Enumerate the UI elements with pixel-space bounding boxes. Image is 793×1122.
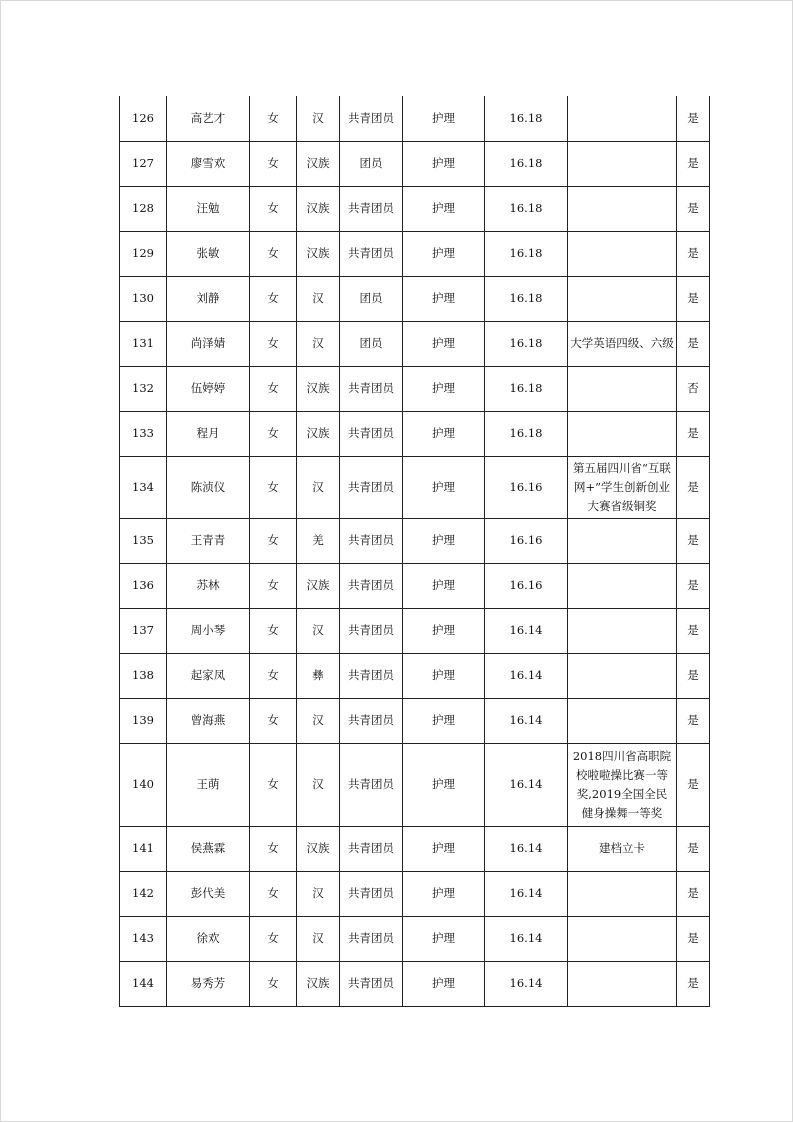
cell-score: 16.18	[485, 231, 568, 276]
cell-major: 护理	[403, 916, 485, 961]
cell-political-status: 共青团员	[340, 231, 403, 276]
cell-major: 护理	[403, 961, 485, 1006]
cell-score: 16.14	[485, 871, 568, 916]
cell-political-status: 共青团员	[340, 366, 403, 411]
cell-score: 16.16	[485, 563, 568, 608]
cell-gender: 女	[250, 456, 297, 518]
cell-gender: 女	[250, 961, 297, 1006]
cell-number: 130	[120, 276, 167, 321]
cell-result: 是	[677, 141, 710, 186]
cell-number: 132	[120, 366, 167, 411]
cell-remarks	[568, 456, 677, 518]
cell-major: 护理	[403, 826, 485, 871]
cell-score: 16.14	[485, 826, 568, 871]
cell-ethnicity: 汉族	[297, 231, 340, 276]
cell-number: 139	[120, 698, 167, 743]
cell-result: 是	[677, 96, 710, 141]
cell-gender: 女	[250, 96, 297, 141]
cell-political-status: 共青团员	[340, 456, 403, 518]
cell-ethnicity: 汉	[297, 276, 340, 321]
cell-score: 16.16	[485, 456, 568, 518]
table-row	[120, 141, 710, 186]
cell-major: 护理	[403, 743, 485, 826]
table-row	[120, 608, 710, 653]
cell-political-status: 共青团员	[340, 871, 403, 916]
table-row	[120, 871, 710, 916]
cell-gender: 女	[250, 916, 297, 961]
table-row	[120, 518, 710, 563]
cell-name: 苏林	[167, 563, 250, 608]
cell-gender: 女	[250, 186, 297, 231]
cell-major: 护理	[403, 96, 485, 141]
cell-score: 16.14	[485, 916, 568, 961]
cell-score: 16.14	[485, 653, 568, 698]
table-row	[120, 456, 710, 518]
cell-political-status: 共青团员	[340, 961, 403, 1006]
cell-score: 16.18	[485, 186, 568, 231]
cell-score: 16.14	[485, 743, 568, 826]
cell-remarks	[568, 826, 677, 871]
cell-number: 131	[120, 321, 167, 366]
cell-result: 是	[677, 826, 710, 871]
cell-major: 护理	[403, 366, 485, 411]
cell-result: 是	[677, 456, 710, 518]
table-row	[120, 231, 710, 276]
cell-gender: 女	[250, 608, 297, 653]
cell-ethnicity: 汉	[297, 743, 340, 826]
cell-major: 护理	[403, 411, 485, 456]
table-row	[120, 743, 710, 826]
cell-remarks	[568, 653, 677, 698]
cell-major: 护理	[403, 518, 485, 563]
table-row	[120, 96, 710, 141]
cell-political-status: 团员	[340, 321, 403, 366]
cell-political-status: 共青团员	[340, 186, 403, 231]
cell-number: 138	[120, 653, 167, 698]
cell-result: 是	[677, 276, 710, 321]
cell-score: 16.18	[485, 276, 568, 321]
cell-gender: 女	[250, 743, 297, 826]
cell-result: 是	[677, 698, 710, 743]
cell-remarks	[568, 366, 677, 411]
cell-gender: 女	[250, 321, 297, 366]
cell-name: 彭代美	[167, 871, 250, 916]
cell-ethnicity: 汉	[297, 96, 340, 141]
cell-remarks	[568, 231, 677, 276]
cell-political-status: 共青团员	[340, 698, 403, 743]
cell-remarks	[568, 186, 677, 231]
cell-name: 廖雪欢	[167, 141, 250, 186]
cell-remarks	[568, 916, 677, 961]
cell-name: 刘静	[167, 276, 250, 321]
cell-name: 周小琴	[167, 608, 250, 653]
cell-number: 133	[120, 411, 167, 456]
cell-gender: 女	[250, 518, 297, 563]
cell-score: 16.18	[485, 321, 568, 366]
cell-score: 16.14	[485, 961, 568, 1006]
cell-ethnicity: 汉	[297, 871, 340, 916]
cell-name: 起家凤	[167, 653, 250, 698]
cell-remarks	[568, 961, 677, 1006]
cell-name: 曾海燕	[167, 698, 250, 743]
cell-remarks	[568, 321, 677, 366]
remarks-text: 大学英语四级、六级	[570, 336, 674, 350]
cell-name: 王萌	[167, 743, 250, 826]
cell-number: 142	[120, 871, 167, 916]
cell-result: 是	[677, 743, 710, 826]
cell-ethnicity: 汉	[297, 698, 340, 743]
cell-result: 是	[677, 411, 710, 456]
cell-name: 王青青	[167, 518, 250, 563]
table-row	[120, 411, 710, 456]
cell-major: 护理	[403, 321, 485, 366]
cell-political-status: 团员	[340, 276, 403, 321]
cell-name: 伍婷婷	[167, 366, 250, 411]
cell-number: 135	[120, 518, 167, 563]
cell-gender: 女	[250, 366, 297, 411]
cell-political-status: 共青团员	[340, 518, 403, 563]
cell-name: 程月	[167, 411, 250, 456]
cell-result: 是	[677, 321, 710, 366]
table-row	[120, 366, 710, 411]
cell-score: 16.16	[485, 518, 568, 563]
cell-score: 16.18	[485, 366, 568, 411]
cell-remarks	[568, 518, 677, 563]
cell-major: 护理	[403, 871, 485, 916]
cell-ethnicity: 汉族	[297, 141, 340, 186]
roster-body	[120, 96, 710, 1006]
cell-political-status: 团员	[340, 141, 403, 186]
cell-number: 127	[120, 141, 167, 186]
cell-major: 护理	[403, 653, 485, 698]
cell-major: 护理	[403, 186, 485, 231]
table-row	[120, 826, 710, 871]
cell-result: 是	[677, 871, 710, 916]
cell-name: 高艺才	[167, 96, 250, 141]
cell-major: 护理	[403, 698, 485, 743]
cell-gender: 女	[250, 563, 297, 608]
cell-score: 16.14	[485, 608, 568, 653]
cell-major: 护理	[403, 608, 485, 653]
table-row	[120, 186, 710, 231]
cell-ethnicity: 汉族	[297, 411, 340, 456]
cell-name: 尚泽婧	[167, 321, 250, 366]
cell-name: 侯燕霖	[167, 826, 250, 871]
table-row	[120, 698, 710, 743]
cell-major: 护理	[403, 141, 485, 186]
cell-score: 16.18	[485, 96, 568, 141]
cell-remarks	[568, 563, 677, 608]
cell-gender: 女	[250, 698, 297, 743]
cell-major: 护理	[403, 231, 485, 276]
table-row	[120, 916, 710, 961]
cell-number: 128	[120, 186, 167, 231]
cell-major: 护理	[403, 276, 485, 321]
table-row	[120, 653, 710, 698]
table-row	[120, 276, 710, 321]
cell-result: 是	[677, 186, 710, 231]
cell-political-status: 共青团员	[340, 563, 403, 608]
cell-remarks	[568, 96, 677, 141]
cell-political-status: 共青团员	[340, 96, 403, 141]
cell-name: 陈浈仪	[167, 456, 250, 518]
cell-gender: 女	[250, 141, 297, 186]
remarks-text: 2018四川省高职院校啦啦操比赛一等奖,2019全国全民健身操舞一等奖	[572, 748, 672, 820]
cell-remarks	[568, 141, 677, 186]
cell-ethnicity: 汉	[297, 321, 340, 366]
cell-ethnicity: 汉	[297, 916, 340, 961]
table-row	[120, 563, 710, 608]
cell-result: 否	[677, 366, 710, 411]
cell-number: 141	[120, 826, 167, 871]
cell-result: 是	[677, 231, 710, 276]
cell-gender: 女	[250, 871, 297, 916]
cell-number: 137	[120, 608, 167, 653]
cell-ethnicity: 汉族	[297, 186, 340, 231]
cell-score: 16.14	[485, 698, 568, 743]
cell-ethnicity: 汉族	[297, 366, 340, 411]
cell-number: 134	[120, 456, 167, 518]
cell-name: 易秀芳	[167, 961, 250, 1006]
cell-remarks	[568, 743, 677, 826]
cell-ethnicity: 汉	[297, 608, 340, 653]
cell-result: 是	[677, 916, 710, 961]
cell-score: 16.18	[485, 141, 568, 186]
table-row	[120, 321, 710, 366]
cell-major: 护理	[403, 563, 485, 608]
cell-gender: 女	[250, 653, 297, 698]
cell-result: 是	[677, 653, 710, 698]
cell-number: 144	[120, 961, 167, 1006]
remarks-text: 第五届四川省“互联网+”学生创新创业大赛省级铜奖	[573, 460, 671, 513]
cell-political-status: 共青团员	[340, 916, 403, 961]
cell-name: 汪勉	[167, 186, 250, 231]
cell-remarks	[568, 276, 677, 321]
cell-name: 徐欢	[167, 916, 250, 961]
cell-result: 是	[677, 563, 710, 608]
cell-ethnicity: 汉族	[297, 961, 340, 1006]
cell-number: 140	[120, 743, 167, 826]
remarks-text: 建档立卡	[599, 841, 645, 855]
cell-number: 126	[120, 96, 167, 141]
cell-ethnicity: 彝	[297, 653, 340, 698]
cell-remarks	[568, 871, 677, 916]
cell-gender: 女	[250, 826, 297, 871]
cell-score: 16.18	[485, 411, 568, 456]
cell-ethnicity: 汉族	[297, 826, 340, 871]
student-roster-table	[119, 96, 710, 1007]
cell-gender: 女	[250, 411, 297, 456]
cell-gender: 女	[250, 231, 297, 276]
cell-political-status: 共青团员	[340, 411, 403, 456]
cell-result: 是	[677, 608, 710, 653]
cell-political-status: 共青团员	[340, 826, 403, 871]
cell-ethnicity: 汉族	[297, 563, 340, 608]
cell-number: 136	[120, 563, 167, 608]
cell-remarks	[568, 698, 677, 743]
cell-result: 是	[677, 518, 710, 563]
cell-gender: 女	[250, 276, 297, 321]
cell-major: 护理	[403, 456, 485, 518]
cell-number: 143	[120, 916, 167, 961]
cell-result: 是	[677, 961, 710, 1006]
table-row	[120, 961, 710, 1006]
cell-political-status: 共青团员	[340, 608, 403, 653]
cell-political-status: 共青团员	[340, 743, 403, 826]
cell-number: 129	[120, 231, 167, 276]
cell-remarks	[568, 411, 677, 456]
cell-name: 张敏	[167, 231, 250, 276]
cell-ethnicity: 汉	[297, 456, 340, 518]
cell-ethnicity: 羌	[297, 518, 340, 563]
cell-remarks	[568, 608, 677, 653]
cell-political-status: 共青团员	[340, 653, 403, 698]
